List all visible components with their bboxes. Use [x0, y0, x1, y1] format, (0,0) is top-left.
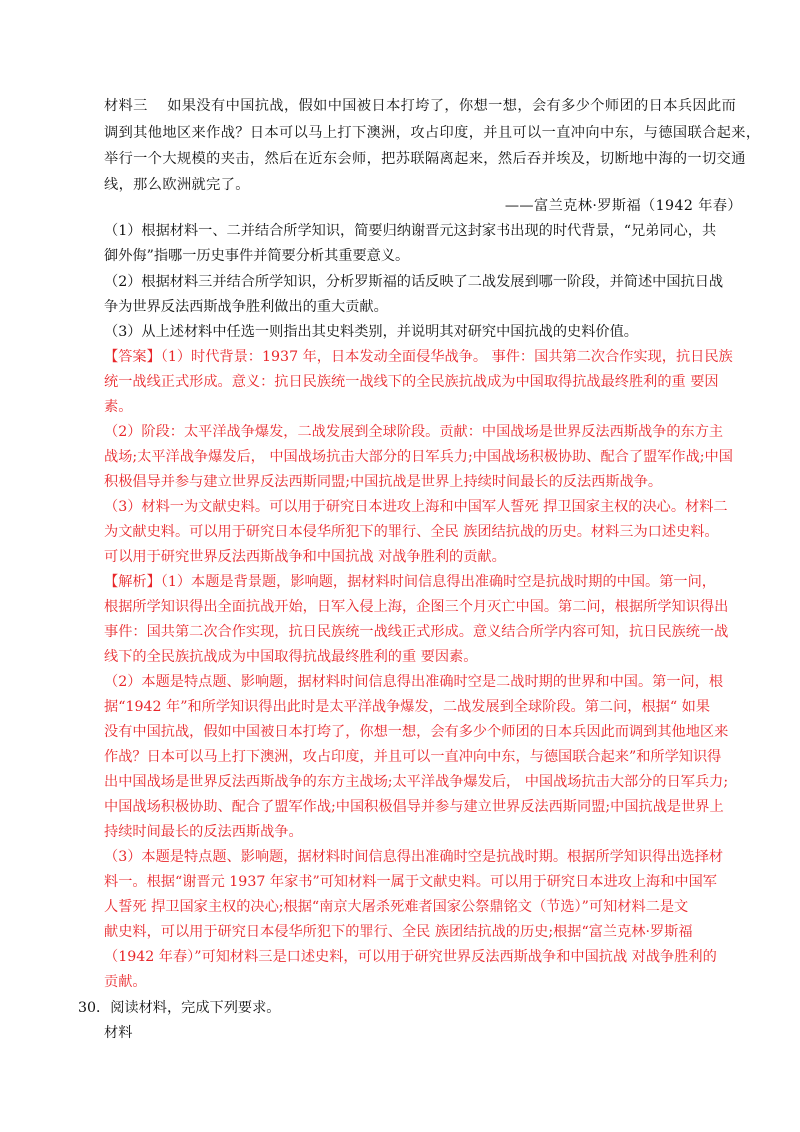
answer-line: 统一战线正式形成。意义：抗日民族统一战线下的全民族抗战成为中国取得抗战最终胜利的重 要因: [104, 374, 719, 390]
analysis-line: 人誓死 捍卫国家主权的决心;根据“南京大屠杀死难者国家公祭鼎铭文（节选）”可知材料二是文: [104, 899, 689, 915]
analysis-line: 料一。根据“谢晋元 1937 年家书”可知材料一属于文献史料。可以用于研究日本进攻上海和中国军: [104, 874, 717, 890]
material3-line: 调到其他地区来作战？日本可以马上打下澳洲，攻占印度，并且可以一直冲向中东，与德国联合起来，: [104, 125, 761, 141]
analysis-line: 据“1942 年”和所学知识得出此时是太平洋战争爆发，二战发展到全球阶段。第二问，根据“ 如果: [104, 699, 711, 715]
analysis-line: 中国战场积极协助、配合了盟军作战;中国积极倡导并参与建立世界反法西斯同盟;中国抗战是世界上: [104, 799, 724, 815]
answer-line: 【答案】（1）时代背景：1937 年，日本发动全面侵华战争。 事件：国共第二次合作实现，抗日民族: [104, 349, 733, 365]
analysis-line: （3）本题是特点题、影响题，据材料时间信息得出准确时空是抗战时期。根据所学知识得出选择材: [104, 849, 724, 865]
material3-line: 线，那么欧洲就完了。: [104, 177, 250, 193]
material3-line: 举行一个大规模的夹击，然后在近东会师，把苏联隔离起来，然后吞并埃及，切断地中海的一切交通: [104, 151, 746, 167]
answer-line: 积极倡导并参与建立世界反法西斯同盟;中国抗战是世界上持续时间最长的反法西斯战争。: [104, 474, 663, 490]
analysis-line: 献史料，可以用于研究日本侵华所犯下的罪行、全民 族团结抗战的历史;根据“富兰克林·罗斯福: [104, 924, 693, 940]
question-line: 御外侮”指哪一历史事件并简要分析其重要意义。: [104, 248, 410, 264]
question30-title: 30．阅读材料，完成下列要求。: [78, 1000, 281, 1016]
analysis-line: （1942 年春）”可知材料三是口述史料，可以用于研究世界反法西斯战争和中国抗战 对战争胜利的: [104, 949, 717, 965]
analysis-line: 线下的全民族抗战成为中国取得抗战最终胜利的重 要因素。: [104, 649, 478, 665]
answer-line: 战场;太平洋战争爆发后， 中国战场抗击大部分的日军兵力;中国战场积极协助、配合了盟军作战;中国: [104, 449, 733, 465]
answer-line: 可以用于研究世界反法西斯战争和中国抗战 对战争胜利的贡献。: [104, 549, 506, 565]
analysis-line: （2）本题是特点题、影响题，据材料时间信息得出准确时空是二战时期的世界和中国。第一问，根: [104, 674, 724, 690]
answer-line: 素。: [104, 399, 133, 415]
question-line: 争为世界反法西斯战争胜利做出的重大贡献。: [104, 299, 388, 315]
material3-source: ——富兰克林·罗斯福（1942 年春）: [504, 198, 742, 214]
analysis-line: 持续时间最长的反法西斯战争。: [104, 824, 303, 840]
answer-line: 为文献史料。可以用于研究日本侵华所犯下的罪行、全民 族团结抗战的历史。材料三为口述史料。: [104, 524, 719, 540]
question-line: （2）根据材料三并结合所学知识，分析罗斯福的话反映了二战发展到哪一阶段，并简述中国抗日战: [104, 274, 724, 290]
answer-line: （2）阶段：太平洋战争爆发，二战发展到全球阶段。贡献：中国战场是世界反法西斯战争的东方主: [104, 424, 724, 440]
analysis-line: 【解析】（1）本题是背景题，影响题，据材料时间信息得出准确时空是抗战时期的中国。第一问，: [104, 574, 716, 590]
analysis-line: 根据所学知识得出全面抗战开始，日军入侵上海，企图三个月灭亡中国。第二问，根据所学知识得出: [104, 599, 729, 615]
question-line: （1）根据材料一、二并结合所学知识，简要归纳谢晋元这封家书出现的时代背景，“兄弟同心，共: [104, 223, 717, 239]
analysis-line: 作战？日本可以马上打下澳洲，攻占印度，并且可以一直冲向中东，与德国联合起来”和所学知识得: [104, 749, 722, 765]
question30-material-label: 材料: [104, 1025, 133, 1041]
answer-line: （3）材料一为文献史料。可以用于研究日本进攻上海和中国军人誓死 捍卫国家主权的决心。材料二: [104, 499, 728, 515]
material3-line: 材料三 如果没有中国抗战，假如中国被日本打垮了，你想一想，会有多少个师团的日本兵因此而: [104, 98, 737, 114]
analysis-line: 出中国战场是世界反法西斯战争的东方主战场;太平洋战争爆发后， 中国战场抗击大部分的日军兵力;: [104, 774, 729, 790]
analysis-line: 没有中国抗战，假如中国被日本打垮了，你想一想，会有多少个师团的日本兵因此而调到其他地区来: [104, 724, 729, 740]
analysis-line: 事件：国共第二次合作实现，抗日民族统一战线正式形成。意义结合所学内容可知，抗日民族统一战: [104, 624, 729, 640]
question-line: （3）从上述材料中任选一则指出其史料类别，并说明其对研究中国抗战的史料价值。: [104, 324, 638, 340]
analysis-line: 贡献。: [104, 974, 147, 990]
